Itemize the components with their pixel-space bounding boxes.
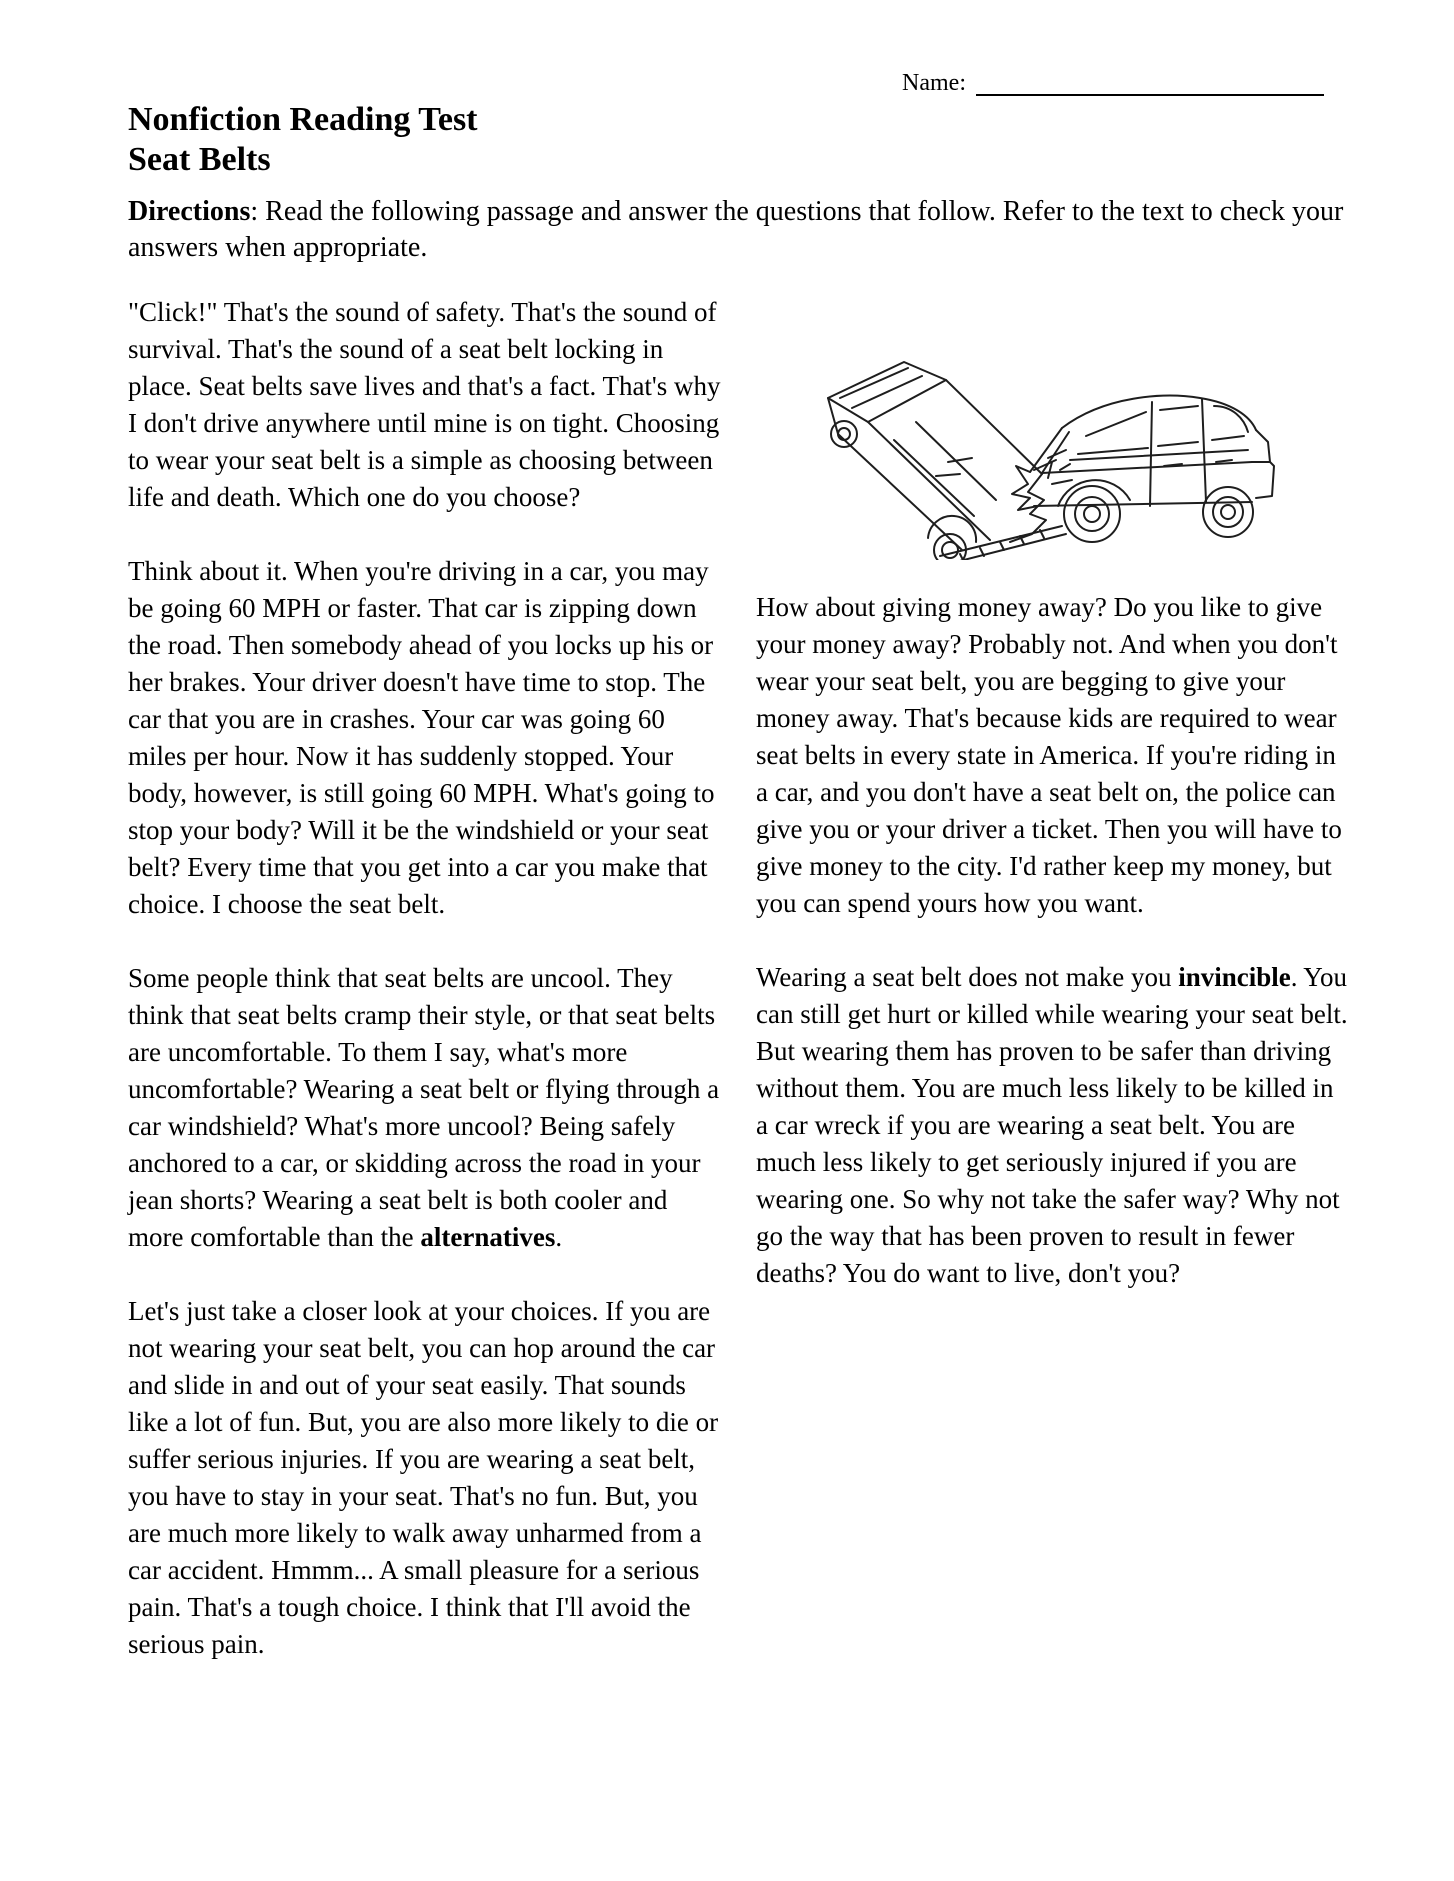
page-title: Nonfiction Reading Test — [128, 101, 478, 138]
name-label: Name: — [902, 70, 966, 96]
passage-columns — [128, 294, 1350, 1663]
directions-text: : Read the following passage and answer the questions that follow. Refer to the text to check your answers when appropriate. — [128, 196, 1344, 263]
car-crash-illustration — [804, 350, 1284, 560]
car-crash-figure — [756, 294, 1350, 552]
page-subtitle: Seat Belts — [128, 141, 271, 178]
passage-paragraph: Wearing a seat belt does not make you invincible. You can still get hurt or killed while wearing your seat belt. But wearing them has proven to be safer than driving without them. You are much less likely to be killed in a car wreck if you are wearing a seat belt. You are much less likely to get seriously injured if you are wearing one. So why not take the safer way? Why not go the way that has been proven to result in fewer deaths? You do want to live, don't you? — [756, 962, 1348, 1288]
directions-label: Directions — [128, 196, 251, 227]
passage-paragraph: Let's just take a closer look at your choices. If you are not wearing your seat belt, you can hop around the car and slide in and out of your seat easily. That sounds like a lot of fun. But, you are also more likely to die or suffer serious injuries. If you are wearing a seat belt, you have to stay in your seat. That's no fun. But, you are much more likely to walk away unharmed from a car accident. Hmmm... A small pleasure for a serious pain. That's a tough choice. I think that I'll avoid the serious pain. — [128, 1296, 719, 1659]
name-row — [128, 70, 1324, 96]
passage-left-column — [128, 294, 722, 1663]
passage-paragraph: Some people think that seat belts are uncool. They think that seat belts cramp their style, or that seat belts are uncomfortable. To them I say, what's more uncomfortable? Wearing a seat belt or flying through a car windshield? What's more uncool? Being safely anchored to a car, or skidding across the road in your jean shorts? Wearing a seat belt is both cooler and more comfortable than the alternatives. — [128, 963, 720, 1252]
directions — [128, 194, 1350, 266]
passage-right-column — [756, 294, 1350, 1663]
passage-right-paragraphs — [756, 589, 1350, 1292]
passage-paragraph: Think about it. When you're driving in a car, you may be going 60 MPH or faster. That car is zipping down the road. Then somebody ahead of you locks up his or her brakes. Your driver doesn't have time to stop. The car that you are in crashes. Your car was going 60 miles per hour. Now it has suddenly stopped. Your body, however, is still going 60 MPH. What's going to stop your body? Will it be the windshield or your seat belt? Every time that you get into a car you make that choice. I choose the seat belt. — [128, 556, 715, 919]
name-blank-line — [976, 70, 1324, 96]
passage-paragraph: How about giving money away? Do you like to give your money away? Probably not. And when you don't wear your seat belt, you are begging to give your money away. That's because kids are required to wear seat belts in every state in America. If you're riding in a car, and you don't have a seat belt on, the police can give you or your driver a ticket. Then you will have to give money to the city. I'd rather keep my money, but you can spend yours how you want. — [756, 592, 1342, 918]
passage-paragraph: "Click!" That's the sound of safety. That's the sound of survival. That's the sound of a seat belt locking in place. Seat belts save lives and that's a fact. That's why I don't drive anywhere until mine is on tight. Choosing to wear your seat belt is a simple as choosing between life and death. Which one do you choose? — [128, 297, 721, 512]
